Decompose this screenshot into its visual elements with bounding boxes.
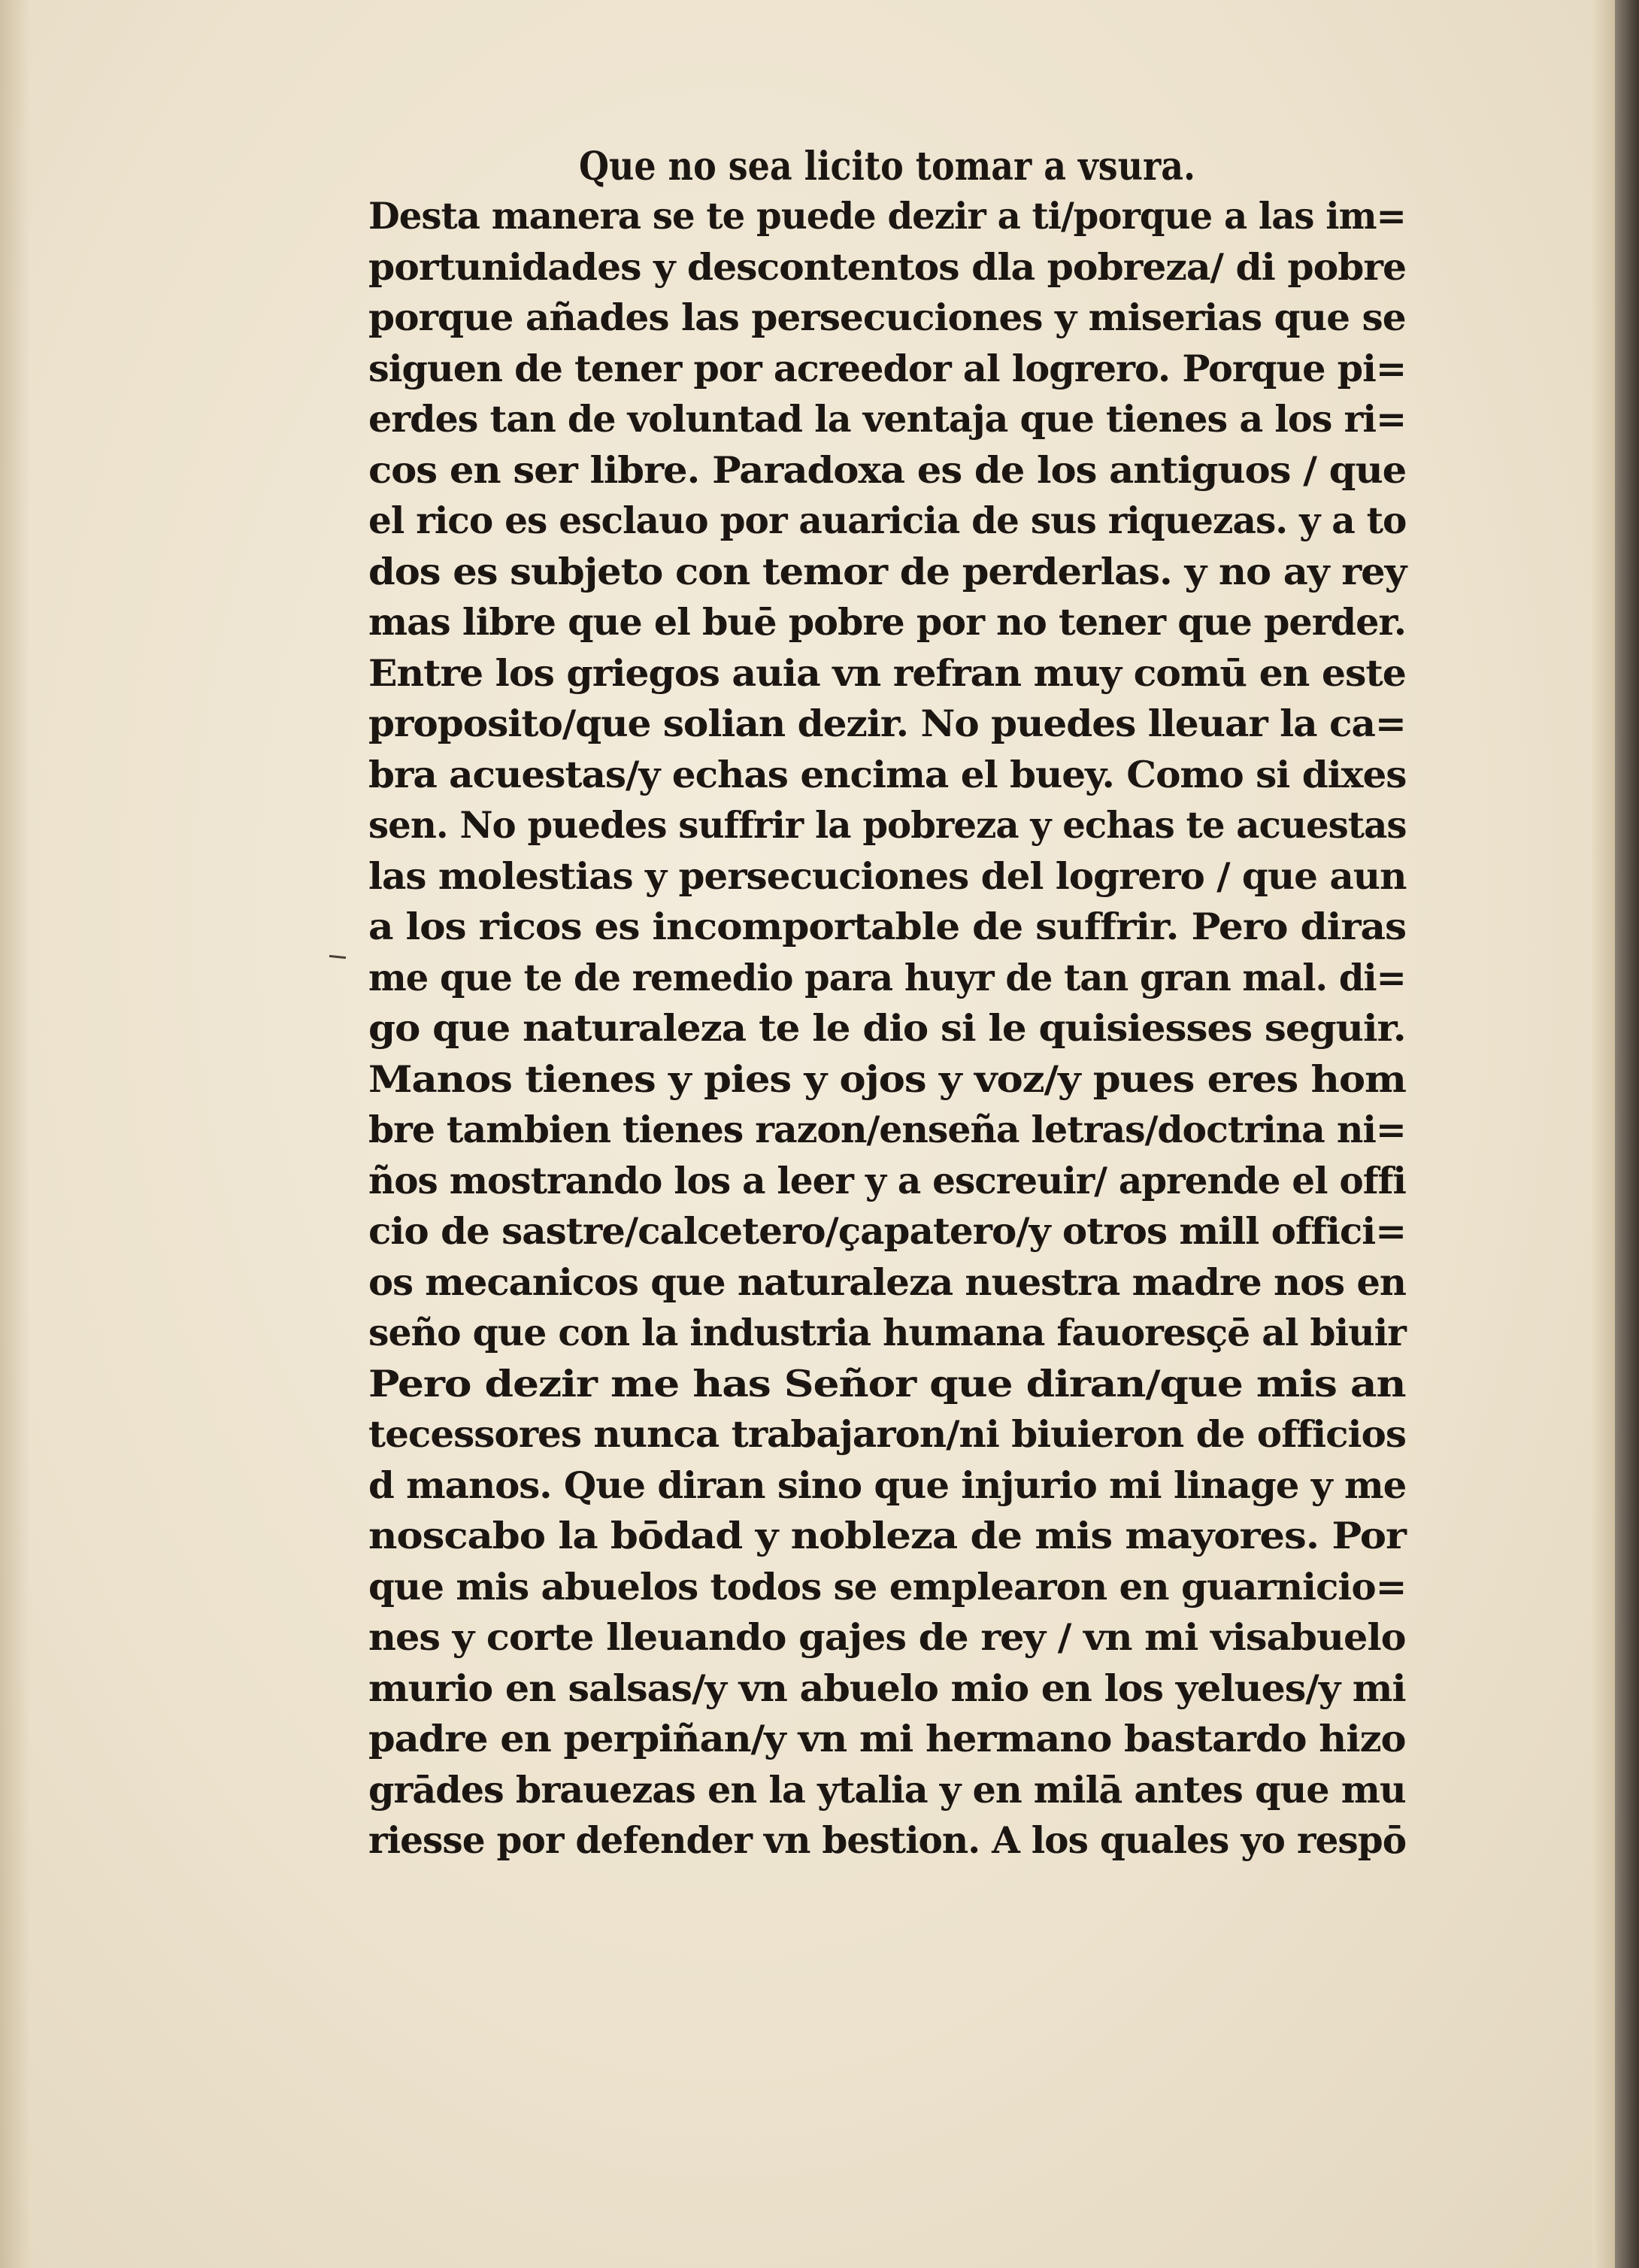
text-line: grādes brauezas en la ytalia y en milā antes que mu [368,1767,1406,1812]
text-line: os mecanicos que naturaleza nuestra madre nos en [368,1260,1407,1304]
text-line: portunidades y descontentos dla pobreza/ di pobre [368,244,1406,289]
text-line: tecessores nunca trabajaron/ni biuieron de officios [368,1412,1406,1456]
text-line: siguen de tener por acreedor al logrero. Porque pi= [368,346,1407,390]
text-line: cos en ser libre. Paradoxa es de los antiguos / que [368,447,1407,492]
text-line: murio en salsas/y vn abuelo mio en los yelues/y mi [368,1666,1406,1710]
text-line: riesse por defender vn bestion. A los quales yo respō [368,1818,1407,1862]
book-binding [1615,0,1639,2268]
page-edge [1592,0,1615,2268]
text-line: padre en perpiñan/y vn mi hermano bastardo hizo [368,1717,1406,1760]
text-line: porque añades las persecuciones y miserias que se [368,296,1406,339]
text-line: noscabo la bōdad y nobleza de mis mayores. Por [368,1514,1406,1557]
text-line: proposito/que solian dezir. No puedes lleuar la ca= [368,702,1406,745]
body-text [368,191,1406,1866]
text-block [368,143,1406,1866]
text-line: las molestias y persecuciones del logrero / que aun [368,854,1407,898]
text-line: Manos tienes y pies y ojos y voz/y pues eres hom [368,1057,1406,1101]
text-line: erdes tan de voluntad la ventaja que tienes a los ri= [368,397,1407,441]
text-line: Desta manera se te puede dezir a ti/porque a las im= [368,194,1406,238]
text-line: ños mostrando los a leer y a escreuir/ aprende el offi [368,1158,1406,1202]
text-line: que mis abuelos todos se emplearon en guarnicio= [368,1564,1407,1609]
text-line: nes y corte lleuando gajes de rey / vn mi visabuelo [368,1615,1406,1659]
text-line: dos es subjeto con temor de perderlas. y no ay rey [368,549,1407,593]
text-line: go que naturaleza te le dio si le quisiesses seguir. [368,1006,1406,1050]
text-line: Entre los griegos auia vn refran muy comū en este [368,650,1406,695]
chapter-heading: Que no sea licito tomar a vsura. [579,144,1195,190]
text-line: sen. No puedes suffrir la pobreza y echas te acuestas [368,803,1407,847]
text-line: seño que con la industria humana fauoresçē al biuir [368,1311,1406,1354]
text-line: a los ricos es incomportable de suffrir. Pero diras [368,905,1407,948]
text-line: Pero dezir me has Señor que diran/que mis an [368,1361,1406,1405]
text-line: me que te de remedio para huyr de tan gran mal. di= [368,955,1406,999]
text-line: mas libre que el buē pobre por no tener que perder. [368,600,1406,644]
text-line: cio de sastre/calcetero/çapatero/y otros mill offici= [368,1209,1407,1253]
text-line: d manos. Que diran sino que injurio mi linage y me [368,1463,1407,1507]
page-shadow [0,0,30,2268]
text-line: el rico es esclauo por auaricia de sus riquezas. y a to [368,499,1407,542]
text-line: bre tambien tienes razon/enseña letras/doctrina ni= [368,1108,1406,1151]
text-line: bra acuestas/y echas encima el buey. Como si dixes [368,752,1407,796]
